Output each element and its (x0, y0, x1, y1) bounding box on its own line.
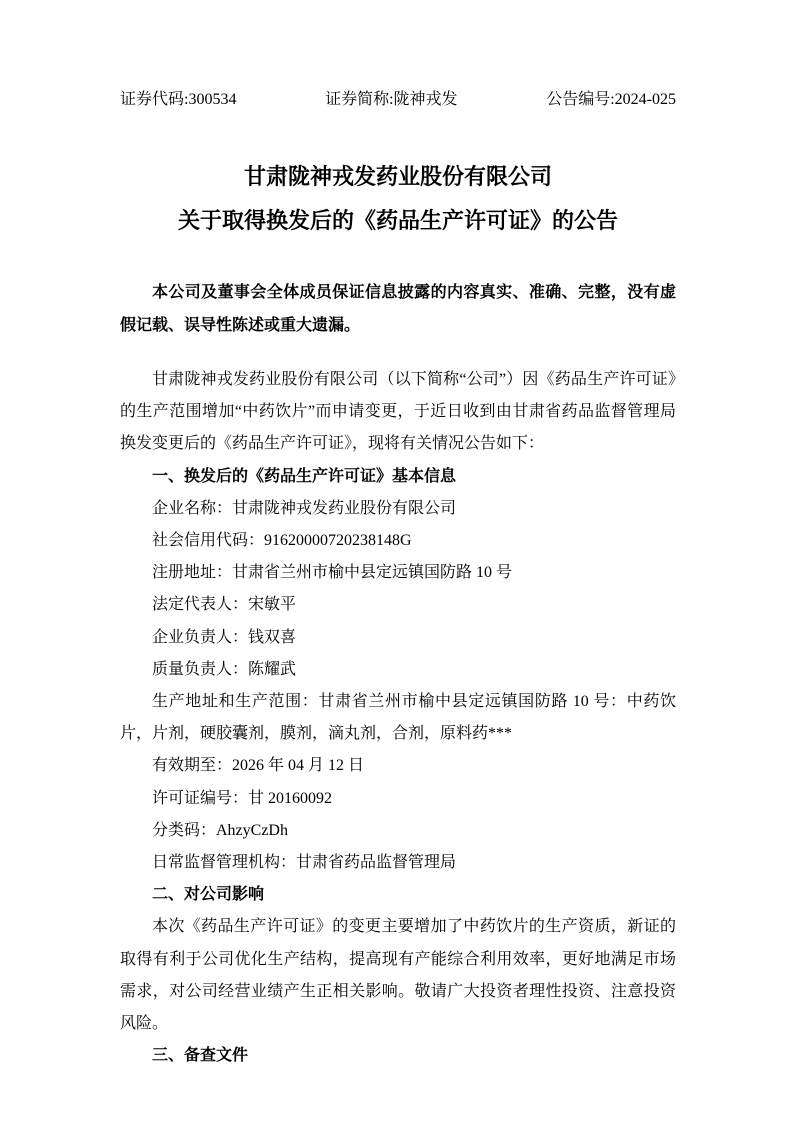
section-2-paragraph: 本次《药品生产许可证》的变更主要增加了中药饮片的生产资质，新证的取得有利于公司优化生产结构，提高现有产能综合利用效率，更好地满足市场需求，对公司经营业绩产生正相关影响。敬请广大投资者理性投资、注意投资风险。 (120, 918, 676, 1033)
info-item-registered-address: 注册地址：甘肃省兰州市榆中县定远镇国防路 10 号 (152, 564, 513, 582)
info-item-classification-code: 分类码：AhzyCzDh (152, 821, 288, 839)
stock-code: 证券代码:300534 (120, 91, 237, 108)
stock-name: 证券简称:陇神戎发 (325, 91, 458, 108)
info-item-supervisory-authority: 日常监督管理机构：甘肃省药品监督管理局 (152, 854, 457, 872)
info-item-credit-code: 社会信用代码：91620000720238148G (152, 532, 412, 550)
intro-paragraph: 甘肃陇神戎发药业股份有限公司（以下简称“公司”）因《药品生产许可证》的生产范围增加“中药饮片”而申请变更，于近日收到由甘肃省药品监督管理局换发变更后的《药品生产许可证》，现将有关情况公告如下： (120, 371, 676, 453)
info-item-license-number: 许可证编号：甘 20160092 (152, 789, 333, 807)
section-2-heading: 二、对公司影响 (152, 886, 265, 904)
section-1-heading: 一、换发后的《药品生产许可证》基本信息 (152, 467, 457, 485)
document-body (120, 364, 676, 1072)
info-item-valid-until: 有效期至：2026 年 04 月 12 日 (152, 757, 365, 775)
info-item-production-address-scope: 生产地址和生产范围：甘肃省兰州市榆中县定远镇国防路 10 号：中药饮片，片剂，硬胶囊剂，膜剂，滴丸剂，合剂，原料药*** (120, 693, 676, 743)
document-header (120, 88, 676, 112)
announcement-title: 关于取得换发后的《药品生产许可证》的公告 (177, 208, 618, 233)
section-3-heading: 三、备查文件 (152, 1047, 249, 1065)
info-item-enterprise-name: 企业名称：甘肃陇神戎发药业股份有限公司 (152, 499, 457, 517)
info-item-legal-representative: 法定代表人：宋敏平 (152, 596, 297, 614)
announcement-number: 公告编号:2024-025 (546, 91, 676, 108)
info-item-quality-head: 质量负责人：陈耀武 (152, 660, 297, 678)
info-item-enterprise-head: 企业负责人：钱双喜 (152, 628, 297, 646)
disclosure-statement: 本公司及董事会全体成员保证信息披露的内容真实、准确、完整，没有虚假记载、误导性陈述或重大遗漏。 (120, 284, 676, 334)
company-title: 甘肃陇神戎发药业股份有限公司 (243, 164, 552, 189)
